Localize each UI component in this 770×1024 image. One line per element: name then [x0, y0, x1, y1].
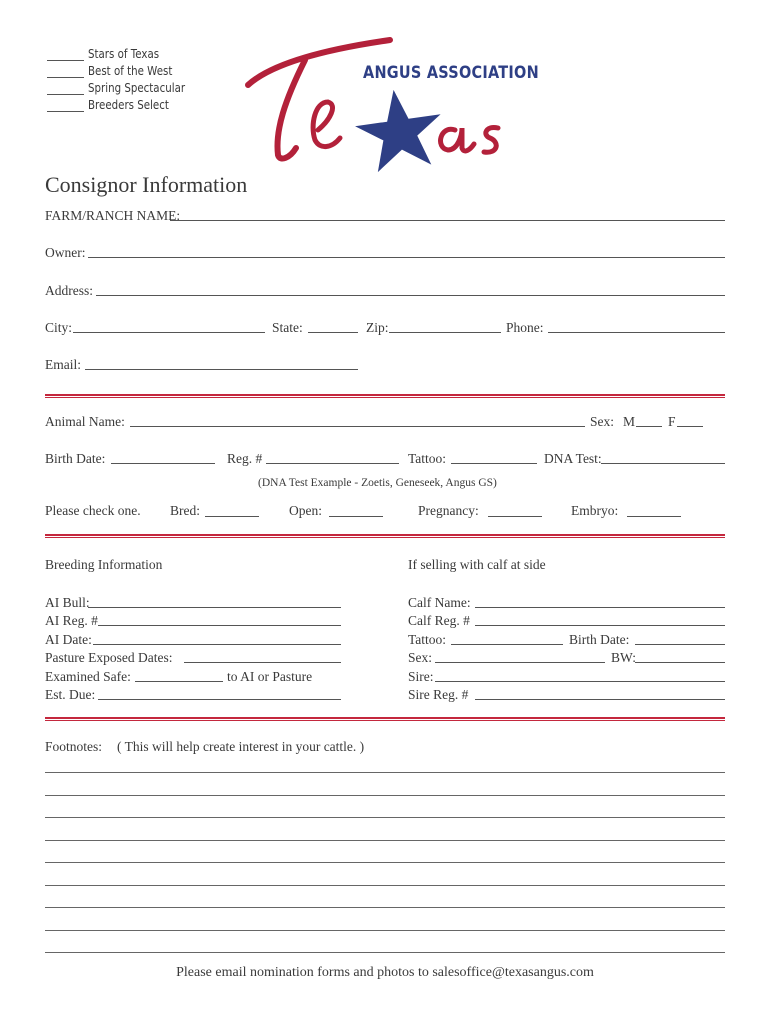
bred-label: Bred: [170, 503, 200, 518]
farm-ranch-field[interactable] [170, 220, 725, 221]
calf-reg-label: Calf Reg. # [408, 613, 470, 628]
ai-reg-field[interactable] [98, 625, 341, 626]
calf-sex-label: Sex: [408, 650, 433, 665]
logo-graphic [230, 30, 520, 175]
texas-angus-logo [230, 30, 539, 175]
embryo-field[interactable] [627, 516, 681, 517]
embryo-label: Embryo: [571, 503, 619, 518]
checkbox-line-spring-spectacular[interactable] [47, 94, 84, 95]
owner-field[interactable] [88, 257, 725, 258]
footnote-line[interactable] [45, 795, 725, 796]
footnote-line[interactable] [45, 817, 725, 818]
calf-name-field[interactable] [475, 607, 725, 608]
ai-bull-field[interactable] [88, 607, 341, 608]
section-divider [45, 534, 725, 538]
calf-sire-reg-field[interactable] [475, 699, 725, 700]
zip-label: Zip: [366, 320, 389, 335]
footnotes-hint: ( This will help create interest in your cattle. ) [117, 739, 365, 754]
ai-date-label: AI Date: [45, 632, 92, 647]
option-spring-spectacular: Spring Spectacular [88, 80, 186, 95]
section-divider [45, 717, 725, 721]
sex-f-field[interactable] [677, 426, 703, 427]
sex-f-label: F [668, 414, 676, 429]
footnotes-label: Footnotes: [45, 739, 103, 754]
calf-sire-label: Sire: [408, 669, 434, 684]
tattoo-label: Tattoo: [408, 451, 447, 466]
city-field[interactable] [73, 332, 265, 333]
footnote-line[interactable] [45, 772, 725, 773]
footnote-line[interactable] [45, 907, 725, 908]
state-field[interactable] [308, 332, 358, 333]
ai-or-pasture-text: to AI or Pasture [227, 669, 313, 684]
logo-association-text: ANGUS ASSOCIATION [363, 63, 539, 83]
footnote-line[interactable] [45, 885, 725, 886]
owner-label: Owner: [45, 245, 86, 260]
pregnancy-label: Pregnancy: [418, 503, 479, 518]
consignor-heading: Consignor Information [45, 172, 248, 197]
reg-label: Reg. # [227, 451, 263, 466]
breeding-heading: Breeding Information [45, 557, 163, 572]
pregnancy-field[interactable] [488, 516, 542, 517]
ai-date-field[interactable] [93, 644, 341, 645]
ai-reg-label: AI Reg. # [45, 613, 98, 628]
animal-name-field[interactable] [130, 426, 585, 427]
address-label: Address: [45, 283, 93, 298]
birth-date-field[interactable] [111, 463, 215, 464]
farm-ranch-label: FARM/RANCH NAME: [45, 208, 181, 223]
bred-field[interactable] [205, 516, 259, 517]
birth-date-label: Birth Date: [45, 451, 106, 466]
email-label: Email: [45, 357, 81, 372]
calf-sire-field[interactable] [435, 681, 725, 682]
calf-birth-label: Birth Date: [569, 632, 630, 647]
sex-m-label: M [623, 414, 636, 429]
pasture-field[interactable] [184, 662, 341, 663]
calf-heading: If selling with calf at side [408, 557, 546, 572]
footnote-line[interactable] [45, 930, 725, 931]
ai-bull-label: AI Bull: [45, 595, 90, 610]
sex-label: Sex: [590, 414, 615, 429]
calf-bw-label: BW: [611, 650, 636, 665]
email-field[interactable] [85, 369, 358, 370]
state-label: State: [272, 320, 303, 335]
calf-sex-field[interactable] [435, 662, 605, 663]
zip-field[interactable] [389, 332, 501, 333]
calf-tattoo-label: Tattoo: [408, 632, 447, 647]
dna-note: (DNA Test Example - Zoetis, Geneseek, Angus GS) [258, 477, 497, 489]
examined-field[interactable] [135, 681, 223, 682]
checkbox-line-breeders-select[interactable] [47, 111, 84, 112]
examined-label: Examined Safe: [45, 669, 131, 684]
footnote-line[interactable] [45, 840, 725, 841]
phone-field[interactable] [548, 332, 725, 333]
section-divider [45, 394, 725, 398]
option-stars-of-texas: Stars of Texas [88, 46, 160, 61]
calf-tattoo-field[interactable] [451, 644, 563, 645]
address-field[interactable] [96, 295, 725, 296]
est-due-field[interactable] [98, 699, 341, 700]
dna-test-label: DNA Test: [544, 451, 602, 466]
sex-m-field[interactable] [636, 426, 662, 427]
calf-reg-field[interactable] [475, 625, 725, 626]
est-due-label: Est. Due: [45, 687, 96, 702]
calf-birth-field[interactable] [635, 644, 725, 645]
city-label: City: [45, 320, 73, 335]
calf-bw-field[interactable] [635, 662, 725, 663]
check-one-label: Please check one. [45, 503, 141, 518]
reg-field[interactable] [266, 463, 399, 464]
pasture-label: Pasture Exposed Dates: [45, 650, 173, 665]
checkbox-line-best-of-the-west[interactable] [47, 77, 84, 78]
dna-test-field[interactable] [601, 463, 725, 464]
footnote-line[interactable] [45, 952, 725, 953]
calf-name-label: Calf Name: [408, 595, 471, 610]
checkbox-line-stars-of-texas[interactable] [47, 60, 84, 61]
option-breeders-select: Breeders Select [88, 97, 169, 112]
animal-name-label: Animal Name: [45, 414, 125, 429]
open-field[interactable] [329, 516, 383, 517]
open-label: Open: [289, 503, 322, 518]
option-best-of-the-west: Best of the West [88, 63, 173, 78]
tattoo-field[interactable] [451, 463, 537, 464]
footnote-line[interactable] [45, 862, 725, 863]
footer-instructions: Please email nomination forms and photos to salesoffice@texasangus.com [176, 965, 594, 980]
calf-sire-reg-label: Sire Reg. # [408, 687, 469, 702]
phone-label: Phone: [506, 320, 544, 335]
